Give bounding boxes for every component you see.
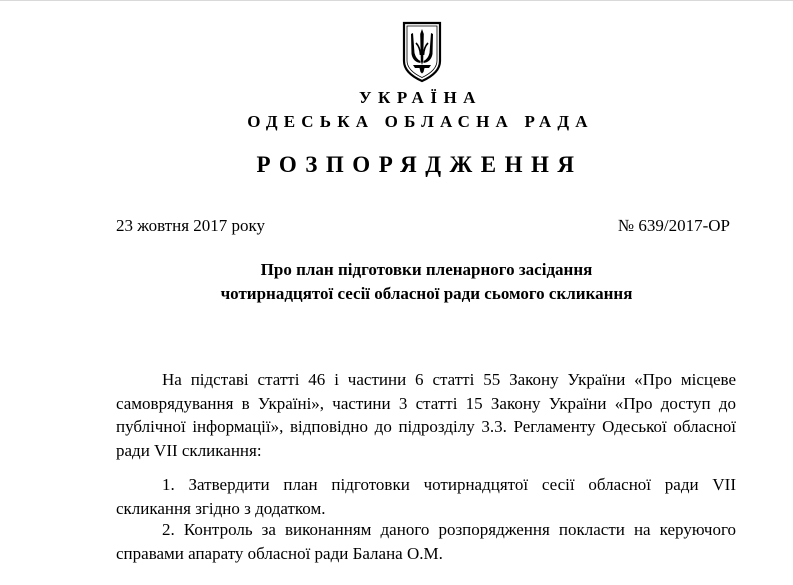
council-title: ОДЕСЬКА ОБЛАСНА РАДА [247,112,594,131]
document-type-title: РОЗПОРЯДЖЕННЯ [256,152,583,177]
country-title: УКРАЇНА [359,88,482,107]
list-item: 2. Контроль за виконанням даного розпорядження покласти на керуючого справами апарату обласної ради Балана О.М. [116,520,736,563]
list-item: 1. Затвердити план підготовки чотирнадцятої сесії обласної ради VII скликання згідно з додатком. [116,475,736,518]
ukraine-trident-coat-of-arms-icon [402,21,442,83]
subject-line-2: чотирнадцятої сесії обласної ради сьомого скликання [220,284,633,303]
basis-paragraph: На підставі статті 46 і частини 6 статті 55 Закону України «Про місцеве самоврядування в Україні», частини 3 статті 15 Закону України «Про доступ до публічної інформації», відповідно до підрозділу 3.3. Регламенту Одеської обласної ради VII скликання: [116,370,736,460]
document-number: № 639/2017-ОР [617,216,730,235]
document-date: 23 жовтня 2017 року [116,216,266,235]
subject-line-1: Про план підготовки пленарного засідання [260,260,593,279]
